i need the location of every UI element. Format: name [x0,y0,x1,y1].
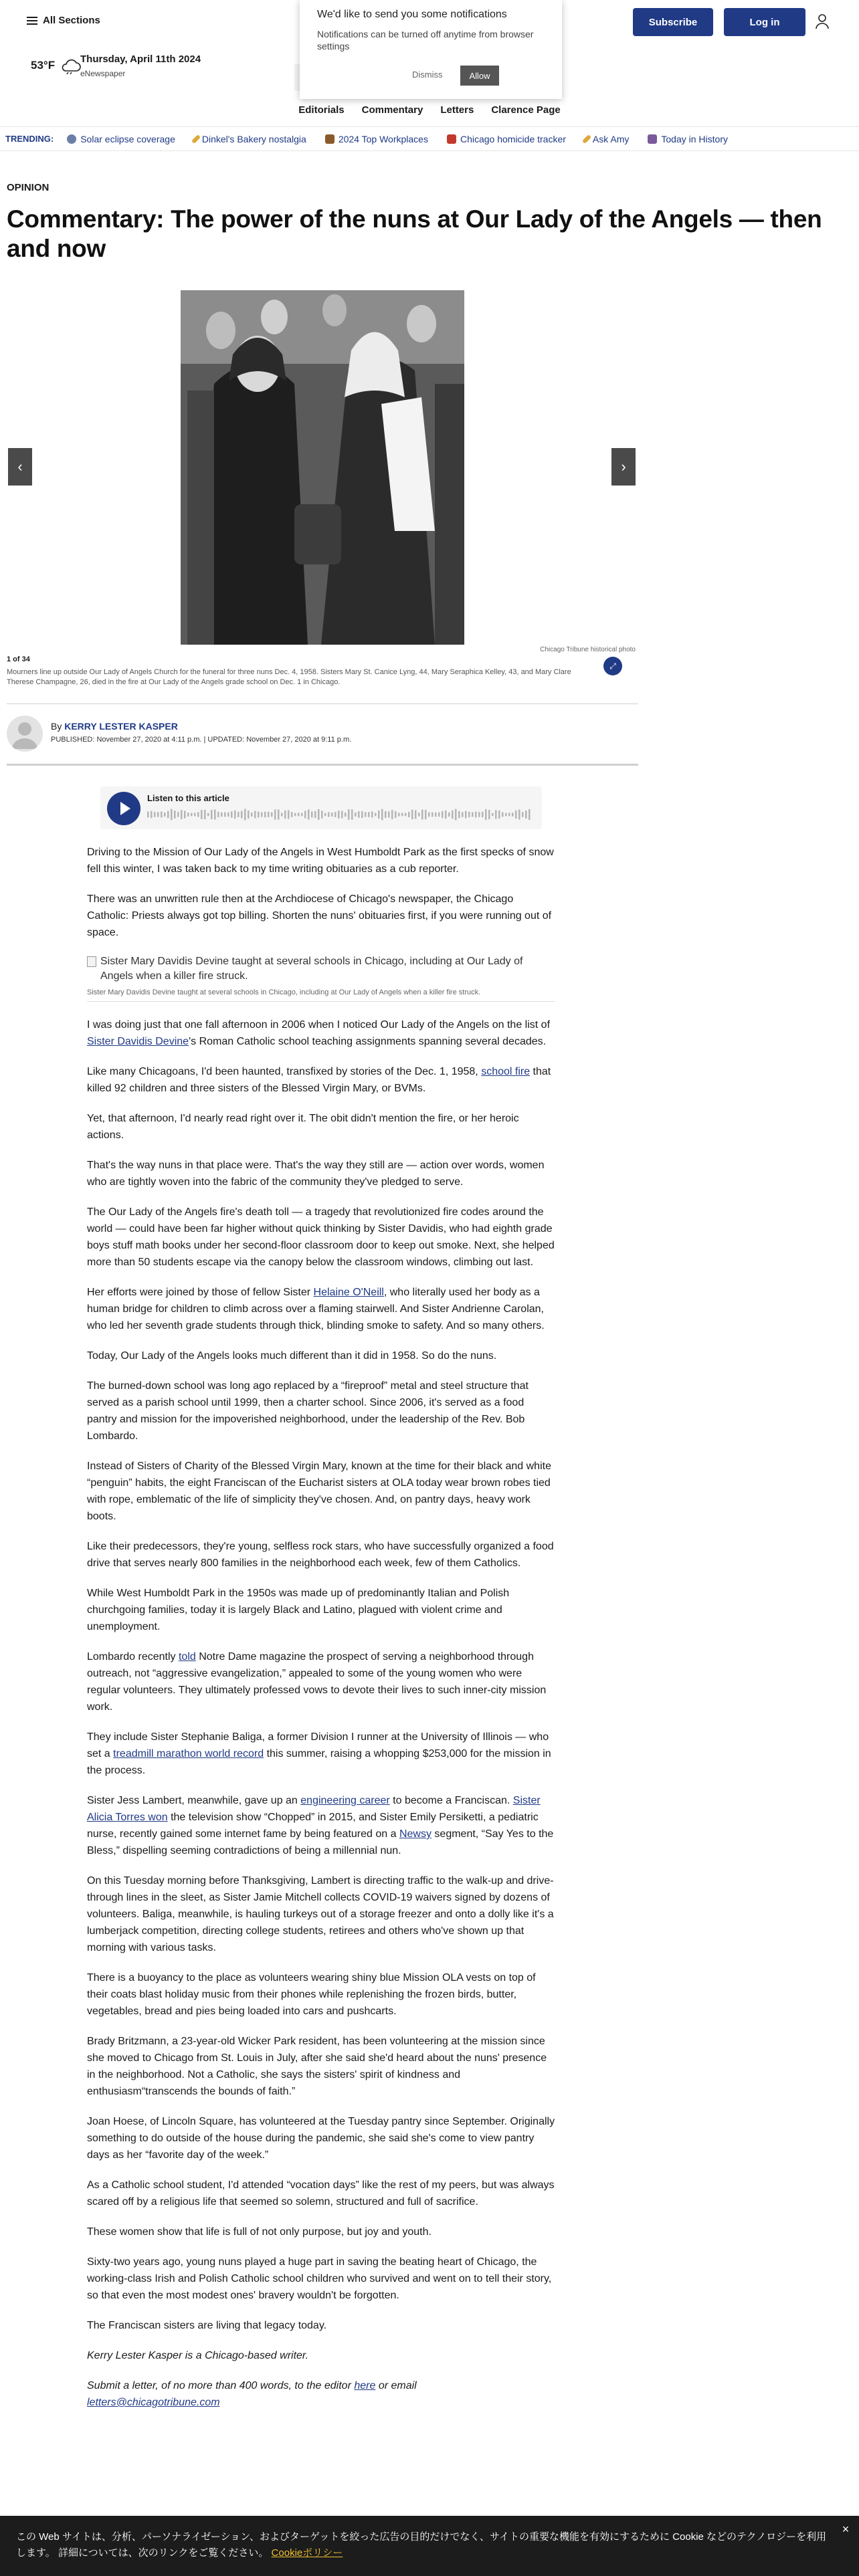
cloud-icon [60,56,82,75]
waveform-bar [314,811,316,818]
paragraph: The Franciscan sisters are living that legacy today. [87,2320,327,2331]
waveform-bar [147,812,149,818]
paragraph: Joan Hoese, of Lincoln Square, has volunteered at the Tuesday pantry since September. Originally something to do outside of the house during the pandemic, she said she's come to view pantry days as her “favorite day of the week.” [87,2116,555,2161]
expand-icon: ⤢ [609,661,616,671]
waveform-bar [482,812,484,817]
waveform-bar [472,813,474,817]
trending-item-label: Chicago homicide tracker [460,133,566,144]
waveform-bar [221,813,223,817]
dismiss-button[interactable]: Dismiss [412,70,443,80]
waveform-bar [318,809,320,820]
waveform-bar [248,811,250,819]
photo-caption: Mourners line up outside Our Lady of Angels Church for the funeral for three nuns Dec. 4, 1958. Sisters Mary St. Canice Lyng, 44, Mary Seraphica Kelley, 43, and Mary Clare Therese Champagne, 26, died in the fire at Our Lady of the Angels grade school on Dec. 1 in Chicago. [7,668,571,686]
waveform-bar [371,811,373,817]
notification-prompt [300,0,562,99]
audio-label: Listen to this article [147,793,229,803]
text: the television show “Chopped” in 2015, and Sister Emily Persiketti, a pediatric nurse, recently gained some internet fame by being featured on a [87,1812,539,1840]
waveform-bar [421,810,423,820]
gallery-next-button[interactable] [611,448,636,486]
link-treadmill-record[interactable]: treadmill marathon world record [113,1748,264,1759]
nav-clarence-page[interactable]: Clarence Page [491,104,561,116]
paragraph: Today, Our Lady of the Angels looks much different than it did in 1958. So do the nuns. [87,1350,497,1362]
waveform-bar [271,813,273,817]
trending-item-homicide-tracker[interactable] [447,134,566,144]
waveform-bar [495,810,497,819]
waveform-bar [462,812,464,817]
waveform-bar [465,811,467,819]
nav-editorials[interactable]: Editorials [298,104,345,116]
all-sections-label: All Sections [43,15,100,26]
divider [7,764,638,766]
paragraph [87,1284,555,1334]
waveform-bar [281,813,283,816]
waveform-bar [505,813,507,817]
waveform-bar [151,811,153,818]
figure-alt-text: Sister Mary Davidis Devine taught at several schools in Chicago, including at Our Lady of Angels when a killer fire struck. [100,956,523,982]
waveform-bar [368,812,370,817]
text: Submit a letter, of no more than 400 words, to the editor [87,2380,355,2391]
link-newsy[interactable]: Newsy [399,1828,432,1840]
waveform-bar [358,811,360,818]
byline-prefix: By [51,721,62,732]
waveform-bar [492,813,494,817]
waveform-bar [432,813,434,817]
waveform-bar [418,813,420,816]
figure-caption: Sister Mary Davidis Devine taught at several schools in Chicago, including at Our Lady of Angels when a killer fire struck. [87,988,555,1002]
play-icon [107,792,140,825]
link-told[interactable]: told [178,1651,196,1662]
waveform-bar [311,811,313,817]
subscribe-button[interactable]: Subscribe [633,8,713,36]
waveform-bar [157,812,159,817]
link-school-fire[interactable]: school fire [481,1066,531,1077]
waveform-bar [278,809,280,819]
waveform-bar [428,813,430,817]
waveform-bar [181,810,183,819]
pencil-icon [191,134,201,143]
waveform-bar [522,812,524,817]
waveform-bar [405,813,407,817]
paragraph: Driving to the Mission of Our Lady of the Angels in West Humboldt Park as the first specks of snow fell this winter, I was taken back to my time writing obituaries as a cub reporter. [87,847,554,875]
text: They include Sister Stephanie Baliga, a former Division I runner at the University of Illinois — who set a [87,1731,549,1759]
figure-image [87,954,555,984]
waveform-bar [217,812,219,817]
text: Sister Jess Lambert, meanwhile, gave up an [87,1795,301,1806]
trending-item-top-workplaces[interactable] [325,134,428,144]
waveform-bar [468,812,470,817]
waveform-bar [171,809,173,821]
text: Lombardo recently [87,1651,179,1662]
nav-commentary[interactable]: Commentary [361,104,423,116]
inline-figure [87,954,555,1002]
weather-temp: 53°F [31,59,56,72]
waveform-bar [254,811,256,819]
paragraph: Instead of Sisters of Charity of the Blessed Virgin Mary, known at the time for their black and white “penguin” habits, the eight Franciscan of the Eucharist sisters at OLA today wear brown robes tied with rope, emblematic of the life of simplicity they've chosen. And, on pantry days, heavy work boots. [87,1461,551,1522]
waveform-bar [304,811,306,818]
trending-item-label: 2024 Top Workplaces [338,133,428,144]
waveform-bar [174,811,176,819]
waveform-bar [241,811,243,819]
waveform-bar [478,812,480,817]
notification-title: We'd like to send you some notifications [317,9,507,20]
waveform-bar [361,811,363,818]
play-button[interactable] [107,792,140,825]
close-icon[interactable]: × [839,2523,852,2536]
text: Notre Dame magazine the prospect of serving a neighborhood through outreach, not “aggressive evangelization,” appealed to some of the young women who were regular volunteers. They ultimately professed vows to devote their lives to such inner-city mission work. [87,1651,547,1713]
text: to become a Franciscan. [389,1795,513,1806]
headline: Commentary: The power of the nuns at Our Lady of the Angels — then and now [7,205,822,262]
login-button[interactable]: Log in [724,8,805,36]
waveform-bar [274,809,276,819]
avatar-placeholder-icon [7,716,43,752]
link-alicia-torres[interactable]: Sister Alicia Torres won [87,1795,541,1823]
waveform-bar [231,811,233,817]
trending-item-label: Solar eclipse coverage [80,133,175,144]
waveform-bar [154,812,156,817]
waveform-bar [338,811,340,819]
cookie-text: この Web サイトは、分析、パーソナライゼーション、およびターゲットを絞った広告の目的だけでなく、サイトの重要な機能を有効にするために Cookie などのテクノロジーを利用します。 詳細については、次のリンクをご覧ください。 [16,2531,827,2559]
audio-player [100,786,542,829]
photo-credit: Chicago Tribune historical photo [540,646,636,653]
photo-gallery [7,288,638,697]
waveform-bar [258,812,260,818]
text: Her efforts were joined by those of fellow Sister [87,1287,314,1298]
allow-button[interactable]: Allow [460,66,499,86]
text: that killed 92 children and three sisters of the Blessed Virgin Mary, or BVMs. [87,1066,551,1094]
publish-date: PUBLISHED: November 27, 2020 at 4:11 p.m. | UPDATED: November 27, 2020 at 9:11 p.m. [51,736,352,744]
waveform-bar [391,810,393,819]
waveform-bar [518,810,520,820]
current-date: Thursday, April 11th 2024 [80,53,201,65]
paragraph: These women show that life is full of not only purpose, but joy and youth. [87,2226,432,2238]
paragraph: While West Humboldt Park in the 1950s was made up of predominantly Italian and Polish churchgoing families, today it is largely Black and Latino, plagued with violent crime and unemployment. [87,1588,510,1632]
waveform-bar [351,809,353,819]
paragraph: There was an unwritten rule then at the Archdiocese of Chicago's newspaper, the Chicago Catholic: Priests always got top billing. Shorten the nuns' obituaries first, if you were running out of space. [87,893,552,938]
paragraph: Brady Britzmann, a 23-year-old Wicker Park resident, has been volunteering at the mission since she moved to Chicago from St. Louis in July, after she said she'd heard about the nuns' presence in the neighborhood. Not a Catholic, she says the sisters' spirit of kindness and enthusiasm“transcends the bounds of faith.” [87,2036,547,2097]
paragraph: As a Catholic school student, I'd attended “vocation days” like the rest of my peers, but was always scared off by a religious life that seemed so solemn, structured and full of sacrifice. [87,2179,555,2208]
text: Like many Chicagoans, I'd been haunted, transfixed by stories of the Dec. 1, 1958, [87,1066,482,1077]
opinion-nav [0,104,859,116]
paragraph [87,1729,555,1779]
trending-item-ask-amy[interactable] [585,134,629,144]
paragraph: On this Tuesday morning before Thanksgiving, Lambert is directing traffic to the walk-up and drive-through lines in the sleet, as Sister Jamie Mitchell collects COVID-19 waivers signed by dozens of volunteers. Baliga, meanwhile, is hauling turkeys out of a storage freezer and onto a dolly like it's a lumberjack competition, directing college students, retirees and others who've shown up that morning with various tasks. [87,1875,554,1953]
link-helaine-oneill[interactable]: Helaine O'Neill [313,1287,384,1298]
byline [51,721,178,732]
waveform-bar [335,812,337,817]
trending-item-today-in-history[interactable] [648,134,728,144]
waveform-bar [324,813,326,816]
all-sections-menu[interactable] [27,15,100,26]
waveform-bar [365,812,367,817]
cookie-banner [0,2516,859,2576]
hamburger-icon [27,17,37,25]
trending-item-solar-eclipse[interactable] [67,134,175,144]
waveform-bar [498,811,500,819]
waveform-bar [341,811,343,819]
waveform-bar [378,811,380,819]
waveform-bar [512,813,514,817]
waveform-bar [328,812,330,817]
mourners-photo [181,290,464,645]
eclipse-icon [67,134,76,144]
paragraph [87,1792,555,1859]
waveform-bar [294,813,296,817]
waveform-bar [455,809,457,821]
waveform-bar [204,810,206,819]
paragraph: Yet, that afternoon, I'd nearly read right over it. The obit didn't mention the fire, or her heroic actions. [87,1113,519,1141]
waveform-bar [411,810,413,819]
waveform-bar [445,811,447,819]
text: 's Roman Catholic school teaching assignments spanning several decades. [189,1036,547,1047]
paragraph: Sixty-two years ago, young nuns played a huge part in saving the beating heart of Chicago, the working-class Irish and Polish Catholic school children who survived and went on to tell their story, so that even the most modest ones' bravery wouldn't be forgotten. [87,2256,552,2301]
waveform-bar [448,813,450,817]
enewspaper-link[interactable]: eNewspaper [80,69,126,78]
author-avatar [7,716,43,752]
waveform-bar [395,811,397,818]
audio-waveform[interactable] [147,808,531,821]
waveform-bar [251,813,253,817]
waveform-bar [261,813,263,817]
waveform-bar [184,811,186,818]
paragraph: The Our Lady of the Angels fire's death toll — a tragedy that revolutionized fire codes around the world — could have been far higher without quick thinking by Sister Davidis, who had eighth grade boys stuff math books under her second-floor classroom door to keep out smoke. Next, she helped more than 50 students escape via the canopy below the classroom windows, climbing out last. [87,1206,555,1268]
article-body [87,844,555,2424]
waveform-bar [224,813,226,817]
chevron-left-icon: ‹ [17,458,23,475]
waveform-bar [237,812,240,817]
author-bio: Kerry Lester Kasper is a Chicago-based writer. [87,2350,309,2361]
paragraph [87,1648,555,1715]
waveform-bar [288,810,290,819]
waveform-bar [161,811,163,817]
text: or email [375,2380,417,2391]
waveform-bar [529,809,531,820]
paragraph: The burned-down school was long ago replaced by a “fireproof” metal and steel structure that served as a parish school until 1999, then a charter school. Since 2006, it's served as a food pantry and mission for the impoverished neighborhood, under the leadership of the Rev. Bob Lombardo. [87,1380,529,1442]
weather-widget[interactable] [31,56,82,75]
paragraph: Like their predecessors, they're young, selfless rock stars, who have successfully organized a food drive that serves nearly 800 families in the neighborhood each week, few of them Catholics. [87,1541,554,1569]
waveform-bar [488,810,490,819]
text: this summer, raising a whopping $253,000 for the mission in the process. [87,1748,551,1776]
waveform-bar [284,811,286,819]
waveform-bar [301,813,303,817]
waveform-bar [197,812,199,817]
waveform-bar [194,813,196,816]
waveform-bar [244,809,246,821]
trending-bar [0,127,859,151]
waveform-bar [485,809,487,820]
user-icon[interactable] [815,13,830,29]
waveform-bar [401,813,403,817]
trending-item-label: Today in History [661,133,728,144]
waveform-bar [502,813,504,817]
link-submit-letter[interactable]: here [354,2380,376,2391]
waveform-bar [268,812,270,817]
tracker-icon [447,134,456,144]
waveform-bar [167,811,169,819]
waveform-bar [425,810,427,819]
gallery-prev-button[interactable] [8,448,32,486]
waveform-bar [298,813,300,816]
trending-label: TRENDING: [5,134,54,144]
paragraph: There is a buoyancy to the place as volunteers wearing shiny blue Mission OLA vests on top of their coats blast holiday music from their phones while replenishing the frozen birds, butter, vegetables, bread and pies being loaded into cars and pushcarts. [87,1972,536,2017]
link-letters-email[interactable]: letters@chicagotribune.com [87,2397,220,2408]
paragraph: That's the way nuns in that place were. That's the way they still are — action over words, women who are tightly woven into the fabric of the community they've pledged to serve. [87,1160,545,1188]
waveform-bar [475,812,477,818]
cookie-policy-link[interactable]: Cookieポリシー [271,2547,343,2559]
notification-body: Notifications can be turned off anytime from browser settings [317,29,534,51]
waveform-bar [187,813,189,817]
waveform-bar [515,811,517,819]
waveform-bar [458,811,460,818]
gallery-photo[interactable] [181,290,464,645]
waveform-bar [388,811,390,817]
waveform-bar [385,811,387,818]
waveform-bar [355,813,357,817]
waveform-bar [452,811,454,819]
text: , who literally used her body as a human bridge for children to climb across over a flaming stairwell. And Sister Andrienne Carolan, who led her seventh grade students through thick, blinding smoke to safety. And so many others. [87,1287,545,1331]
waveform-bar [321,811,323,818]
waveform-bar [331,813,333,817]
calendar-icon [648,134,657,144]
waveform-bar [234,811,236,819]
briefcase-icon [325,134,335,144]
waveform-bar [345,813,347,817]
dateline [80,53,201,78]
waveform-bar [375,813,377,817]
link-sister-davidis-devine[interactable]: Sister Davidis Devine [87,1036,189,1047]
waveform-bar [508,813,510,816]
waveform-bar [408,812,410,817]
gallery-counter: 1 of 34 [7,655,30,663]
waveform-bar [308,809,310,819]
broken-image-icon [87,956,96,967]
waveform-bar [227,813,229,817]
nav-letters[interactable]: Letters [440,104,474,116]
letters-note [87,2377,555,2411]
waveform-bar [164,813,166,817]
text: I was doing just that one fall afternoon in 2006 when I noticed Our Lady of the Angels on the list of [87,1019,551,1031]
waveform-bar [442,811,444,818]
waveform-bar [177,812,179,817]
pencil-icon [582,134,591,143]
expand-gallery-button[interactable] [603,657,622,675]
waveform-bar [214,809,216,819]
waveform-bar [207,813,209,817]
trending-item-label: Dinkel's Bakery nostalgia [201,133,306,144]
waveform-bar [211,810,213,819]
waveform-bar [348,809,350,820]
chevron-right-icon: › [621,458,626,475]
waveform-bar [525,811,527,819]
trending-item-dinkels[interactable] [194,134,306,144]
waveform-bar [438,813,440,817]
author-link[interactable]: KERRY LESTER KASPER [64,721,178,732]
waveform-bar [264,812,266,817]
waveform-bar [201,810,203,819]
link-engineering-career[interactable]: engineering career [300,1795,390,1806]
waveform-bar [191,813,193,817]
paragraph [87,1016,555,1050]
waveform-bar [398,813,400,816]
waveform-bar [291,812,293,817]
waveform-bar [381,809,383,821]
waveform-bar [415,811,417,819]
text: segment, “Say Yes to the Bless,” dispelling seeming contradictions of being a millennial nun. [87,1828,554,1856]
paragraph [87,1063,555,1097]
section-label[interactable]: OPINION [7,182,50,193]
trending-item-label: Ask Amy [592,133,630,144]
waveform-bar [435,813,437,817]
